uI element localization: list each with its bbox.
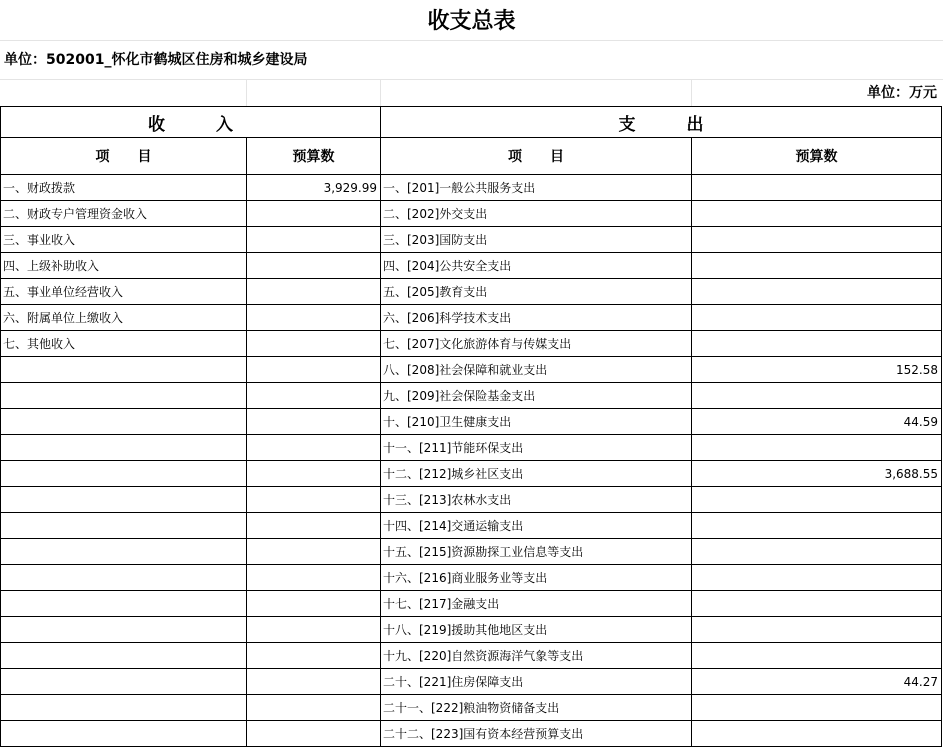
expense-item-cell: 二十二、[223]国有资本经营预算支出 (381, 721, 692, 747)
expense-item-cell: 十、[210]卫生健康支出 (381, 409, 692, 435)
expense-item-cell: 五、[205]教育支出 (381, 279, 692, 305)
expense-budget-cell (692, 591, 942, 617)
expense-budget-cell: 152.58 (692, 357, 942, 383)
table-row (1, 435, 942, 461)
income-item-cell (1, 695, 247, 721)
table-title: 收支总表 (427, 8, 516, 34)
table-row (1, 565, 942, 591)
expense-budget-cell (692, 617, 942, 643)
income-budget-cell (247, 461, 381, 487)
income-item-cell (1, 383, 247, 409)
income-header: 收 入 (1, 107, 381, 138)
table-row (1, 461, 942, 487)
income-budget-cell (247, 279, 381, 305)
table-row (1, 487, 942, 513)
income-item-cell: 七、其他收入 (1, 331, 247, 357)
expense-item-header: 项 目 (381, 138, 692, 175)
expense-budget-cell (692, 721, 942, 747)
income-budget-cell (247, 357, 381, 383)
income-budget-cell (247, 513, 381, 539)
expense-budget-cell (692, 227, 942, 253)
income-item-cell: 四、上级补助收入 (1, 253, 247, 279)
income-item-cell (1, 435, 247, 461)
income-item-cell: 二、财政专户管理资金收入 (1, 201, 247, 227)
income-budget-cell (247, 539, 381, 565)
table-row (1, 331, 942, 357)
table-row (1, 695, 942, 721)
expense-item-cell: 七、[207]文化旅游体育与传媒支出 (381, 331, 692, 357)
expense-budget-cell (692, 305, 942, 331)
expense-item-cell: 二、[202]外交支出 (381, 201, 692, 227)
expense-budget-cell: 3,688.55 (692, 461, 942, 487)
expense-budget-header: 预算数 (692, 138, 942, 175)
expense-budget-cell (692, 513, 942, 539)
expense-item-cell: 十八、[219]援助其他地区支出 (381, 617, 692, 643)
income-budget-header: 预算数 (247, 138, 381, 175)
income-budget-cell (247, 591, 381, 617)
income-budget-cell (247, 565, 381, 591)
income-budget-cell (247, 695, 381, 721)
gridline (691, 80, 692, 106)
income-budget-cell (247, 435, 381, 461)
income-expense-table (0, 106, 942, 747)
income-item-cell (1, 591, 247, 617)
expense-budget-cell: 44.59 (692, 409, 942, 435)
income-item-cell (1, 461, 247, 487)
table-row (1, 253, 942, 279)
income-item-header: 项 目 (1, 138, 247, 175)
income-item-cell: 五、事业单位经营收入 (1, 279, 247, 305)
income-budget-cell (247, 409, 381, 435)
income-budget-cell (247, 643, 381, 669)
table-row (1, 409, 942, 435)
expense-budget-cell (692, 279, 942, 305)
income-budget-cell (247, 305, 381, 331)
income-item-cell (1, 669, 247, 695)
expense-item-cell: 二十、[221]住房保障支出 (381, 669, 692, 695)
expense-item-cell: 四、[204]公共安全支出 (381, 253, 692, 279)
income-budget-cell (247, 227, 381, 253)
income-budget-cell (247, 617, 381, 643)
expense-budget-cell (692, 175, 942, 201)
table-row (1, 617, 942, 643)
income-item-cell (1, 617, 247, 643)
table-row (1, 513, 942, 539)
table-row (1, 539, 942, 565)
table-row (1, 643, 942, 669)
expense-budget-cell (692, 383, 942, 409)
expense-item-cell: 二十一、[222]粮油物资储备支出 (381, 695, 692, 721)
expense-budget-cell (692, 695, 942, 721)
income-budget-cell (247, 331, 381, 357)
expense-item-cell: 十四、[214]交通运输支出 (381, 513, 692, 539)
expense-budget-cell (692, 643, 942, 669)
expense-budget-cell (692, 331, 942, 357)
income-item-cell (1, 539, 247, 565)
income-item-cell (1, 357, 247, 383)
income-budget-cell (247, 383, 381, 409)
expense-item-cell: 十二、[212]城乡社区支出 (381, 461, 692, 487)
table-row (1, 227, 942, 253)
currency-unit-label: 单位：万元 (867, 85, 937, 101)
table-row (1, 305, 942, 331)
expense-item-cell: 十一、[211]节能环保支出 (381, 435, 692, 461)
expense-budget-cell (692, 253, 942, 279)
income-budget-cell (247, 721, 381, 747)
table-row (1, 175, 942, 201)
expense-item-cell: 十九、[220]自然资源海洋气象等支出 (381, 643, 692, 669)
expense-budget-cell (692, 435, 942, 461)
unit-row (0, 40, 943, 80)
expense-item-cell: 十五、[215]资源勘探工业信息等支出 (381, 539, 692, 565)
unit-label: 单位：502001_怀化市鹤城区住房和城乡建设局 (4, 52, 308, 68)
column-header-row (1, 138, 942, 175)
table-row (1, 201, 942, 227)
income-item-cell: 三、事业收入 (1, 227, 247, 253)
expense-header: 支 出 (381, 107, 942, 138)
income-budget-cell (247, 201, 381, 227)
table-row (1, 721, 942, 747)
income-item-cell: 六、附属单位上缴收入 (1, 305, 247, 331)
expense-item-cell: 十三、[213]农林水支出 (381, 487, 692, 513)
expense-item-cell: 十六、[216]商业服务业等支出 (381, 565, 692, 591)
income-item-cell (1, 721, 247, 747)
income-item-cell (1, 409, 247, 435)
table-row (1, 383, 942, 409)
expense-item-cell: 八、[208]社会保障和就业支出 (381, 357, 692, 383)
income-item-cell (1, 487, 247, 513)
table-row (1, 591, 942, 617)
expense-budget-cell: 44.27 (692, 669, 942, 695)
expense-budget-cell (692, 565, 942, 591)
income-item-cell (1, 565, 247, 591)
gridline (380, 80, 381, 106)
income-item-cell (1, 513, 247, 539)
income-budget-cell: 3,929.99 (247, 175, 381, 201)
table-row (1, 357, 942, 383)
gridline (246, 80, 247, 106)
gridline (0, 79, 943, 80)
expense-item-cell: 九、[209]社会保险基金支出 (381, 383, 692, 409)
expense-budget-cell (692, 539, 942, 565)
section-header-row (1, 107, 942, 138)
table-body (1, 175, 942, 747)
income-budget-cell (247, 253, 381, 279)
expense-item-cell: 十七、[217]金融支出 (381, 591, 692, 617)
income-item-cell (1, 643, 247, 669)
table-row (1, 669, 942, 695)
expense-item-cell: 三、[203]国防支出 (381, 227, 692, 253)
income-budget-cell (247, 487, 381, 513)
income-budget-cell (247, 669, 381, 695)
table-row (1, 279, 942, 305)
expense-budget-cell (692, 201, 942, 227)
income-item-cell: 一、财政拨款 (1, 175, 247, 201)
expense-item-cell: 一、[201]一般公共服务支出 (381, 175, 692, 201)
expense-item-cell: 六、[206]科学技术支出 (381, 305, 692, 331)
expense-budget-cell (692, 487, 942, 513)
